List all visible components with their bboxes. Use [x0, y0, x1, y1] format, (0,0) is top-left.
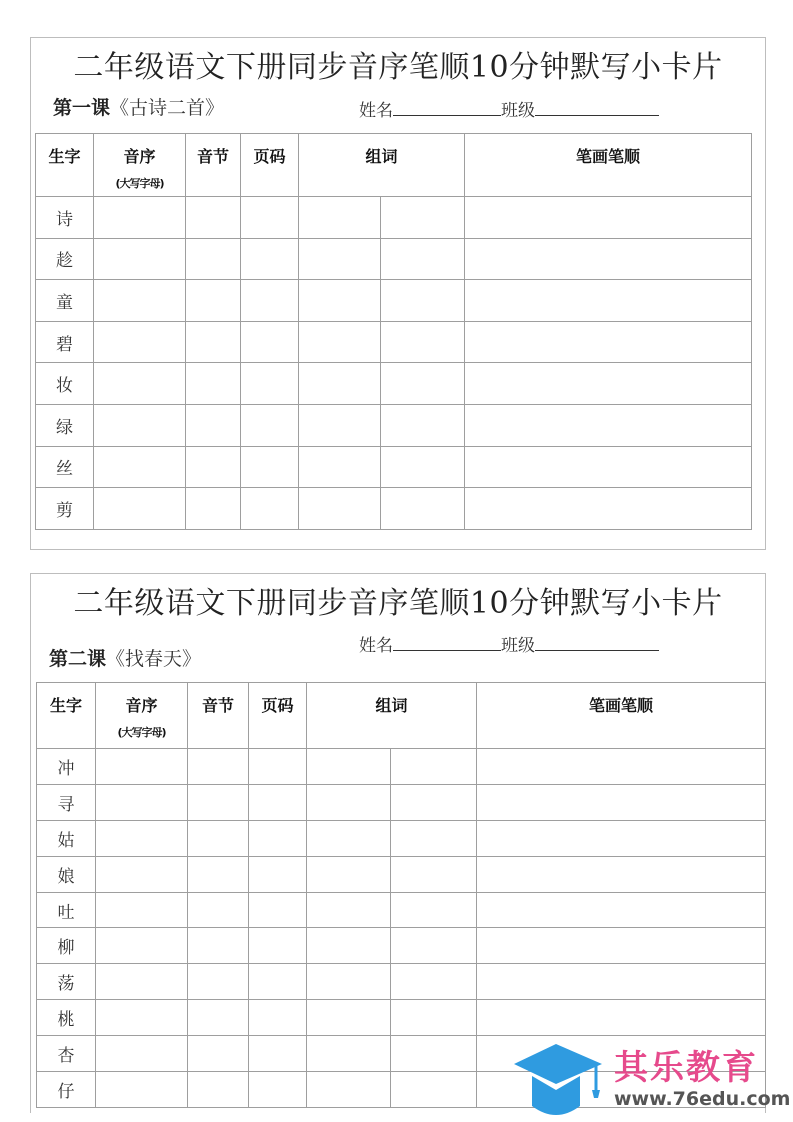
table-row	[36, 446, 752, 488]
strokes-cell[interactable]	[477, 856, 766, 892]
name-class-fields	[359, 631, 659, 656]
syllable-cell[interactable]	[188, 1072, 249, 1108]
header-order: 音序 (大写字母)	[96, 683, 188, 749]
lesson-title: 《古诗二首》	[110, 97, 225, 119]
char-cell: 丝	[36, 446, 94, 488]
syllable-cell[interactable]	[188, 928, 249, 964]
word-cell-1[interactable]	[307, 856, 391, 892]
order-cell[interactable]	[96, 1000, 188, 1036]
header-order: 音序 (大写字母)	[94, 134, 186, 197]
word-cell-2[interactable]	[381, 363, 465, 405]
order-cell[interactable]	[96, 820, 188, 856]
lesson-heading	[53, 93, 224, 120]
word-cell-2[interactable]	[391, 784, 477, 820]
word-cell-1[interactable]	[307, 964, 391, 1000]
char-cell: 寻	[37, 784, 96, 820]
table-row	[37, 964, 766, 1000]
strokes-cell[interactable]	[477, 1000, 766, 1036]
char-cell: 冲	[37, 749, 96, 785]
syllable-cell[interactable]	[188, 1036, 249, 1072]
page-cell[interactable]	[249, 1000, 307, 1036]
page-cell[interactable]	[241, 321, 299, 363]
char-cell: 妆	[36, 363, 94, 405]
watermark-logo	[510, 1040, 793, 1122]
page-cell[interactable]	[249, 964, 307, 1000]
word-cell-2[interactable]	[391, 928, 477, 964]
header-words: 组词	[307, 683, 477, 749]
word-cell-1[interactable]	[307, 820, 391, 856]
word-cell-2[interactable]	[381, 488, 465, 530]
strokes-cell[interactable]	[465, 321, 752, 363]
page-cell[interactable]	[241, 404, 299, 446]
order-cell[interactable]	[94, 197, 186, 239]
word-cell-1[interactable]	[299, 238, 381, 280]
strokes-cell[interactable]	[465, 238, 752, 280]
strokes-cell[interactable]	[465, 363, 752, 405]
word-cell-2[interactable]	[381, 321, 465, 363]
page-cell[interactable]	[249, 784, 307, 820]
class-blank[interactable]	[535, 99, 659, 116]
order-cell[interactable]	[94, 488, 186, 530]
strokes-cell[interactable]	[477, 892, 766, 928]
char-cell: 趁	[36, 238, 94, 280]
order-cell[interactable]	[94, 280, 186, 322]
word-cell-1[interactable]	[307, 928, 391, 964]
table-row	[36, 238, 752, 280]
char-cell: 姑	[37, 820, 96, 856]
syllable-cell[interactable]	[186, 321, 241, 363]
order-cell[interactable]	[96, 892, 188, 928]
page-cell[interactable]	[241, 446, 299, 488]
syllable-cell[interactable]	[186, 363, 241, 405]
header-page: 页码	[249, 683, 307, 749]
dictation-table	[35, 133, 752, 530]
order-cell[interactable]	[94, 363, 186, 405]
class-blank[interactable]	[535, 634, 659, 651]
word-cell-1[interactable]	[299, 488, 381, 530]
strokes-cell[interactable]	[477, 820, 766, 856]
word-cell-2[interactable]	[391, 1036, 477, 1072]
strokes-cell[interactable]	[465, 446, 752, 488]
header-char: 生字	[37, 683, 96, 749]
word-cell-1[interactable]	[299, 321, 381, 363]
page-cell[interactable]	[249, 820, 307, 856]
brand-name: 其乐教育	[614, 1048, 758, 1088]
name-class-fields	[359, 96, 659, 121]
word-cell-2[interactable]	[391, 820, 477, 856]
name-blank[interactable]	[393, 99, 501, 116]
word-cell-2[interactable]	[391, 964, 477, 1000]
char-cell: 柳	[37, 928, 96, 964]
char-cell: 仔	[37, 1072, 96, 1108]
name-label: 姓名	[359, 101, 393, 121]
order-cell[interactable]	[94, 238, 186, 280]
char-cell: 娘	[37, 856, 96, 892]
header-order-sub: (大写字母)	[117, 726, 166, 739]
order-cell[interactable]	[96, 749, 188, 785]
page-cell[interactable]	[249, 892, 307, 928]
table-row	[36, 363, 752, 405]
order-cell[interactable]	[96, 1072, 188, 1108]
syllable-cell[interactable]	[188, 964, 249, 1000]
page-cell[interactable]	[241, 197, 299, 239]
page-cell[interactable]	[241, 280, 299, 322]
header-page: 页码	[241, 134, 299, 197]
table-row	[36, 321, 752, 363]
word-cell-1[interactable]	[307, 784, 391, 820]
table-row	[36, 280, 752, 322]
char-cell: 桃	[37, 1000, 96, 1036]
word-cell-2[interactable]	[391, 892, 477, 928]
word-cell-2[interactable]	[391, 856, 477, 892]
page-cell[interactable]	[241, 238, 299, 280]
lesson-label: 第一课	[53, 97, 111, 119]
syllable-cell[interactable]	[188, 820, 249, 856]
class-label: 班级	[501, 101, 535, 121]
table-row	[36, 404, 752, 446]
syllable-cell[interactable]	[186, 280, 241, 322]
order-cell[interactable]	[94, 446, 186, 488]
char-cell: 荡	[37, 964, 96, 1000]
char-cell: 剪	[36, 488, 94, 530]
syllable-cell[interactable]	[188, 1000, 249, 1036]
word-cell-1[interactable]	[307, 1000, 391, 1036]
syllable-cell[interactable]	[186, 446, 241, 488]
brand-url: www.76edu.com	[614, 1088, 791, 1110]
header-syllable: 音节	[186, 134, 241, 197]
page-cell[interactable]	[249, 1072, 307, 1108]
word-cell-1[interactable]	[299, 197, 381, 239]
header-syllable: 音节	[188, 683, 249, 749]
strokes-cell[interactable]	[465, 280, 752, 322]
word-cell-1[interactable]	[299, 363, 381, 405]
table-row	[36, 488, 752, 530]
order-cell[interactable]	[96, 856, 188, 892]
char-cell: 吐	[37, 892, 96, 928]
word-cell-2[interactable]	[381, 197, 465, 239]
word-cell-1[interactable]	[307, 749, 391, 785]
word-cell-2[interactable]	[391, 749, 477, 785]
char-cell: 杏	[37, 1036, 96, 1072]
header-order-sub: (大写字母)	[115, 177, 164, 190]
strokes-cell[interactable]	[477, 928, 766, 964]
strokes-cell[interactable]	[465, 488, 752, 530]
word-cell-1[interactable]	[307, 1036, 391, 1072]
header-strokes: 笔画笔顺	[465, 134, 752, 197]
table-row	[37, 784, 766, 820]
page-cell[interactable]	[249, 928, 307, 964]
word-cell-1[interactable]	[299, 280, 381, 322]
lesson-heading	[49, 644, 201, 671]
class-label: 班级	[501, 636, 535, 656]
dictation-card-1	[30, 37, 766, 550]
syllable-cell[interactable]	[188, 856, 249, 892]
syllable-cell[interactable]	[186, 488, 241, 530]
page-cell[interactable]	[249, 749, 307, 785]
card-title: 二年级语文下册同步音序笔顺10分钟默写小卡片	[73, 586, 723, 621]
lesson-title: 《找春天》	[106, 648, 202, 670]
word-cell-1[interactable]	[307, 892, 391, 928]
syllable-cell[interactable]	[186, 238, 241, 280]
table-row	[37, 749, 766, 785]
order-cell[interactable]	[96, 784, 188, 820]
table-row	[37, 892, 766, 928]
word-cell-2[interactable]	[381, 280, 465, 322]
word-cell-2[interactable]	[381, 238, 465, 280]
name-label: 姓名	[359, 636, 393, 656]
strokes-cell[interactable]	[477, 964, 766, 1000]
char-cell: 碧	[36, 321, 94, 363]
header-char: 生字	[36, 134, 94, 197]
char-cell: 童	[36, 280, 94, 322]
lesson-label: 第二课	[49, 648, 107, 670]
syllable-cell[interactable]	[186, 404, 241, 446]
card-title: 二年级语文下册同步音序笔顺10分钟默写小卡片	[73, 50, 723, 85]
graduation-cap-icon	[510, 1044, 610, 1122]
strokes-cell[interactable]	[477, 749, 766, 785]
header-words: 组词	[299, 134, 465, 197]
char-cell: 绿	[36, 404, 94, 446]
order-cell[interactable]	[96, 1036, 188, 1072]
syllable-cell[interactable]	[188, 892, 249, 928]
order-cell[interactable]	[96, 928, 188, 964]
syllable-cell[interactable]	[186, 197, 241, 239]
word-cell-1[interactable]	[307, 1072, 391, 1108]
table-row	[37, 820, 766, 856]
page-cell[interactable]	[241, 488, 299, 530]
word-cell-2[interactable]	[391, 1000, 477, 1036]
table-row	[36, 197, 752, 239]
syllable-cell[interactable]	[188, 749, 249, 785]
table-row	[37, 928, 766, 964]
name-blank[interactable]	[393, 634, 501, 651]
word-cell-2[interactable]	[391, 1072, 477, 1108]
order-cell[interactable]	[94, 404, 186, 446]
strokes-cell[interactable]	[465, 197, 752, 239]
dictation-card-2	[30, 573, 766, 1113]
order-cell[interactable]	[94, 321, 186, 363]
page-cell[interactable]	[241, 363, 299, 405]
page-cell[interactable]	[249, 856, 307, 892]
word-cell-2[interactable]	[381, 404, 465, 446]
syllable-cell[interactable]	[188, 784, 249, 820]
word-cell-1[interactable]	[299, 404, 381, 446]
word-cell-1[interactable]	[299, 446, 381, 488]
table-row	[37, 1000, 766, 1036]
header-strokes: 笔画笔顺	[477, 683, 766, 749]
char-cell: 诗	[36, 197, 94, 239]
strokes-cell[interactable]	[477, 784, 766, 820]
table-row	[37, 856, 766, 892]
word-cell-2[interactable]	[381, 446, 465, 488]
page-cell[interactable]	[249, 1036, 307, 1072]
order-cell[interactable]	[96, 964, 188, 1000]
strokes-cell[interactable]	[465, 404, 752, 446]
